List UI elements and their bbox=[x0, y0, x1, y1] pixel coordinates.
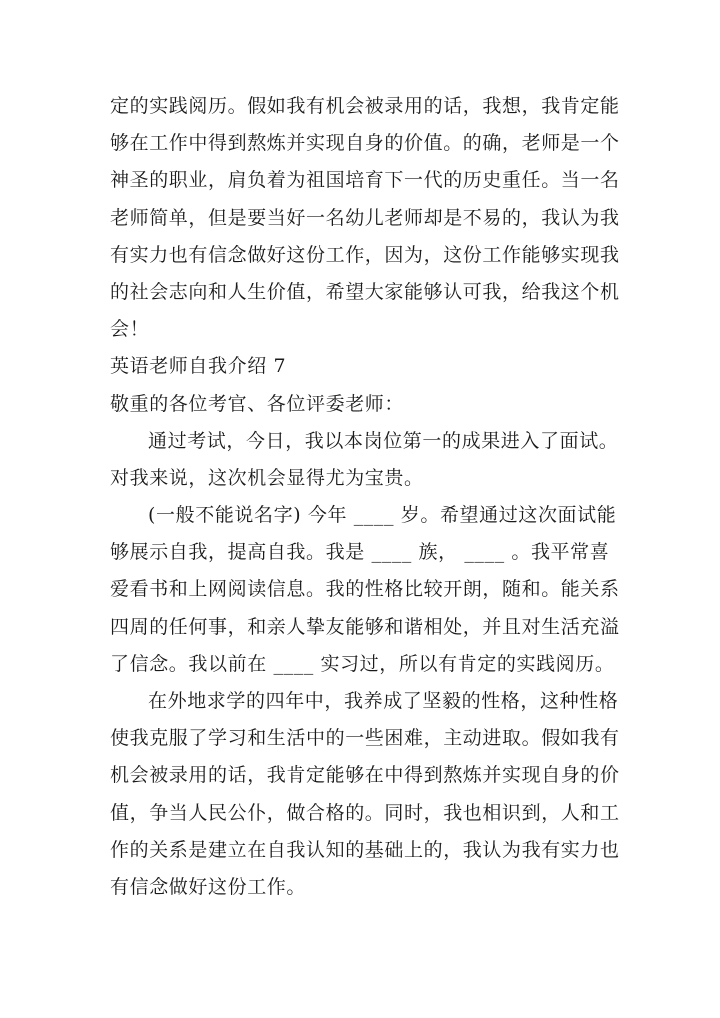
text-line: 对我来说，这次机会显得尤为宝贵。 bbox=[110, 466, 424, 489]
text-line: 机会被录用的话，我肯定能够在中得到熬炼并实现自身的价 bbox=[110, 764, 620, 787]
text-line: 爱看书和上网阅读信息。我的性格比较开朗，随和。能关系 bbox=[110, 578, 620, 601]
paragraph-start: 在外地求学的四年中，我养成了坚毅的性格，这种性格 bbox=[148, 690, 619, 712]
text-line: 够展示自我，提高自我。我是 ____ 族， ____ 。我平常喜 bbox=[110, 541, 610, 564]
paragraph-start: (一般不能说名字) 今年 ____ 岁。希望通过这次面试能 bbox=[148, 504, 617, 527]
section-heading: 英语老师自我介绍 7 bbox=[110, 355, 287, 378]
text-line: 会！ bbox=[110, 318, 150, 341]
text-line: 有实力也有信念做好这份工作，因为，这份工作能够实现我 bbox=[110, 243, 620, 266]
text-line: 定的实践阅历。假如我有机会被录用的话，我想，我肯定能 bbox=[110, 95, 620, 117]
text-line: 值，争当人民公仆，做合格的。同时，我也相识到，人和工 bbox=[110, 801, 620, 824]
text-line: 神圣的职业，肩负着为祖国培育下一代的历史重任。当一名 bbox=[110, 169, 620, 192]
paragraph-start: 通过考试，今日，我以本岗位第一的成果进入了面试。 bbox=[148, 429, 619, 452]
document-body bbox=[110, 88, 620, 906]
salutation: 敬重的各位考官、各位评委老师： bbox=[110, 392, 405, 415]
text-line: 使我克服了学习和生活中的一些困难，主动进取。假如我有 bbox=[110, 727, 620, 750]
text-line: 了信念。我以前在 ____ 实习过，所以有肯定的实践阅历。 bbox=[110, 652, 615, 675]
text-line: 有信念做好这份工作。 bbox=[110, 875, 307, 898]
text-line: 够在工作中得到熬炼并实现自身的价值。的确，老师是一个 bbox=[110, 132, 620, 155]
text-line: 老师简单，但是要当好一名幼儿老师却是不易的，我认为我 bbox=[110, 206, 620, 229]
text-line: 四周的任何事，和亲人挚友能够和谐相处，并且对生活充溢 bbox=[110, 615, 620, 638]
text-line: 的社会志向和人生价值，希望大家能够认可我，给我这个机 bbox=[110, 280, 620, 303]
text-line: 作的关系是建立在自我认知的基础上的，我认为我有实力也 bbox=[110, 838, 620, 861]
